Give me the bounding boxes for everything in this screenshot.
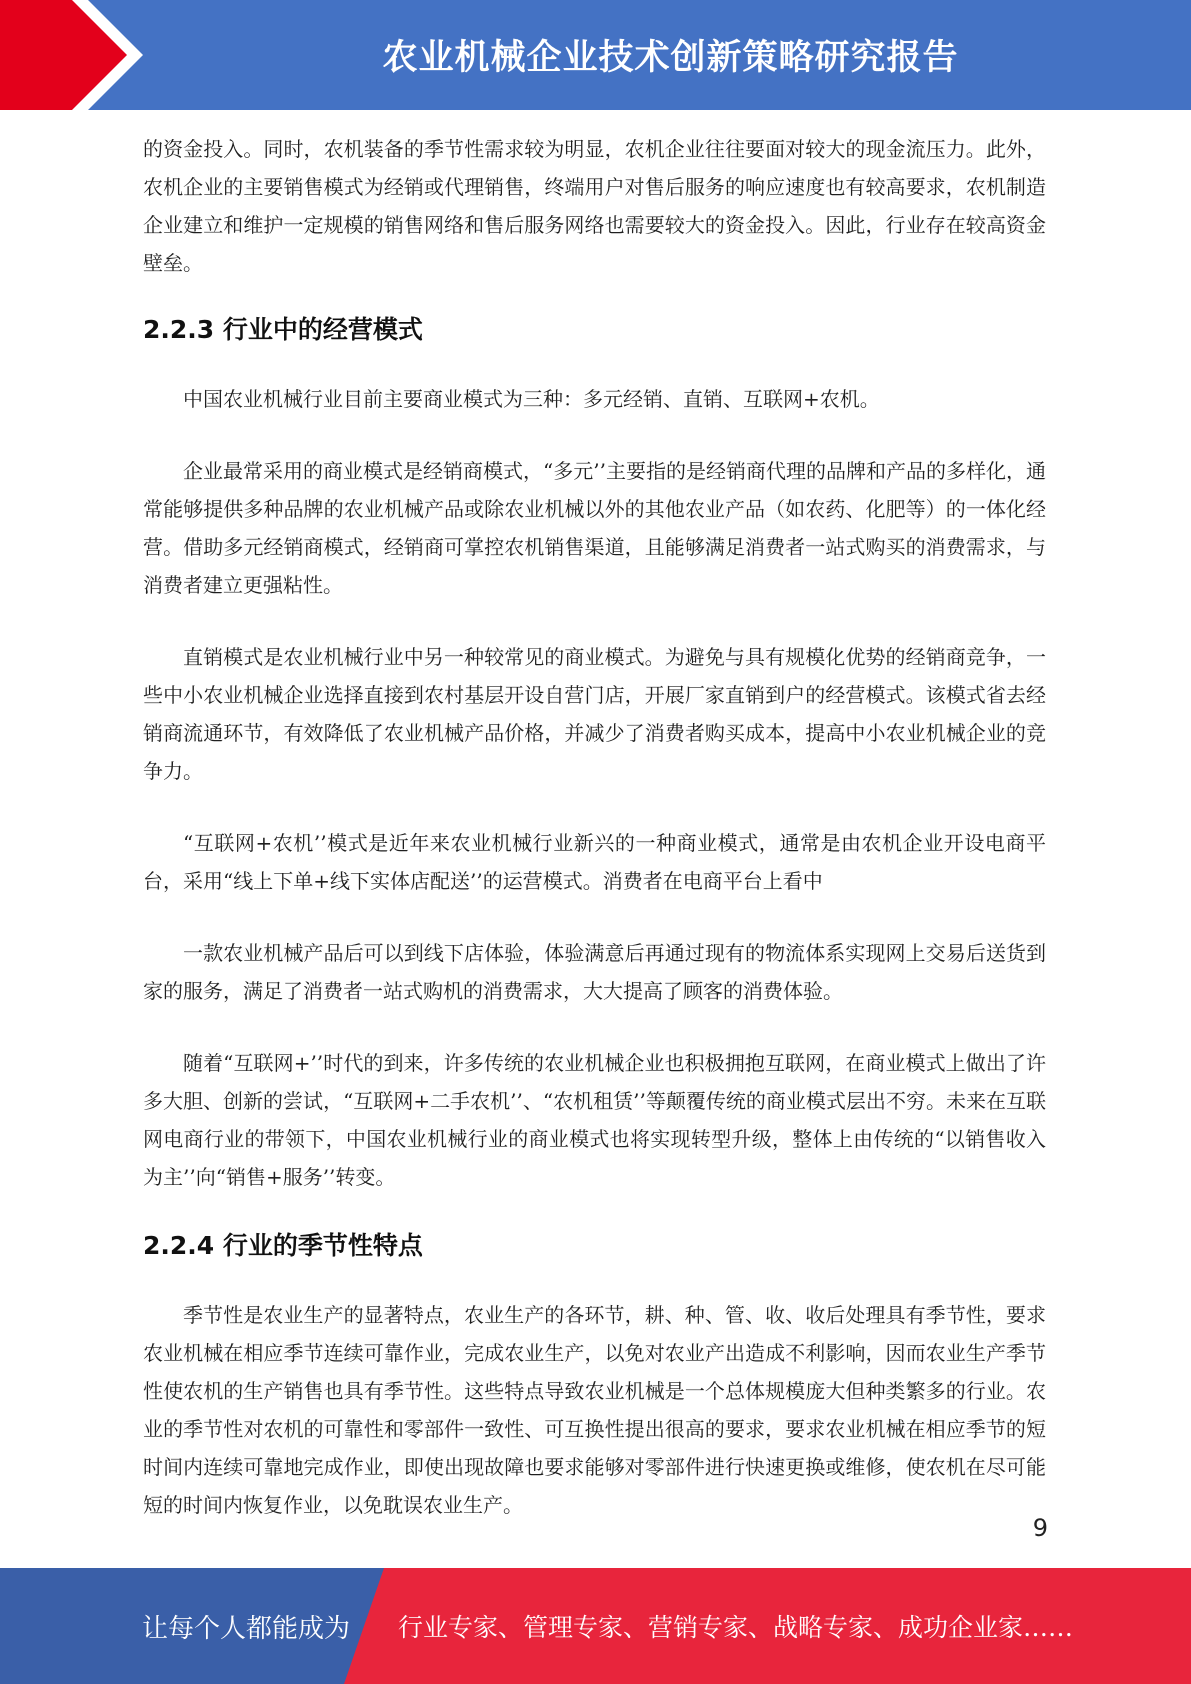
page-number: 9 — [1032, 1514, 1048, 1542]
paragraph-internet-model: “互联网+农机’’模式是近年来农业机械行业新兴的一种商业模式，通常是由农机企业开设电商平台，采用“线上下单+线下实体店配送’’的运营模式。消费者在电商平台上看中 — [143, 831, 1046, 893]
paragraph-direct-sales: 直销模式是农业机械行业中另一种较常见的商业模式。为避免与具有规模化优势的经销商竞争，一些中小农业机械企业选择直接到农村基层开设自营门店，开展厂家直销到户的经营模式。该模式省去经销商流通环节，有效降低了农业机械产品价格，并减少了消费者购买成本，提高中小农业机械企业的竞争力。 — [143, 645, 1046, 783]
paragraph-distributor-model: 企业最常采用的商业模式是经销商模式，“多元’’主要指的是经销商代理的品牌和产品的多样化，通常能够提供多种品牌的农业机械产品或除农业机械以外的其他农业产品（如农药、化肥等）的一体化经营。借助多元经销商模式，经销商可掌控农机销售渠道，且能够满足消费者一站式购买的消费需求，与消费者建立更强粘性。 — [143, 459, 1046, 597]
paragraph-offline-experience: 一款农业机械产品后可以到线下店体验，体验满意后再通过现有的物流体系实现网上交易后送货到家的服务，满足了消费者一站式购机的消费需求，大大提高了顾客的消费体验。 — [143, 941, 1046, 1003]
section-heading-2-2-3: 2.2.3 行业中的经营模式 — [143, 315, 423, 344]
paragraph-business-models: 中国农业机械行业目前主要商业模式为三种：多元经销、直销、互联网+农机。 — [183, 387, 880, 411]
footer-slogan-right: 行业专家、管理专家、营销专家、战略专家、成功企业家…… — [398, 1613, 1074, 1642]
page-footer — [0, 1568, 1191, 1684]
footer-slogan-left: 让每个人都能成为 — [142, 1613, 351, 1644]
paragraph-internet-era: 随着“互联网+’’时代的到来，许多传统的农业机械企业也积极拥抱互联网，在商业模式上做出了许多大胆、创新的尝试，“互联网+二手农机’’、“农机租赁’’等颠覆传统的商业模式层出不穷。未来在互联网电商行业的带领下，中国农业机械行业的商业模式也将实现转型升级，整体上由传统的“以销售收入为主’’向“销售+服务’’转变。 — [143, 1051, 1046, 1189]
paragraph-intro: 的资金投入。同时，农机装备的季节性需求较为明显，农机企业往往要面对较大的现金流压力。此外，农机企业的主要销售模式为经销或代理销售，终端用户对售后服务的响应速度也有较高要求，农机制造企业建立和维护一定规模的销售网络和售后服务网络也需要较大的资金投入。因此，行业存在较高资金壁垒。 — [143, 137, 1046, 275]
section-heading-2-2-4: 2.2.4 行业的季节性特点 — [143, 1231, 423, 1260]
red-chevron-decoration — [0, 0, 160, 110]
main-content — [143, 130, 1046, 1524]
paragraph-seasonality: 季节性是农业生产的显著特点，农业生产的各环节，耕、种、管、收、收后处理具有季节性，要求农业机械在相应季节连续可靠作业，完成农业生产，以免对农业产出造成不利影响，因而农业生产季节性使农机的生产销售也具有季节性。这些特点导致农业机械是一个总体规模庞大但种类繁多的行业。农业的季节性对农机的可靠性和零部件一致性、可互换性提出很高的要求，要求农业机械在相应季节的短时间内连续可靠地完成作业，即使出现故障也要求能够对零部件进行快速更换或维修，使农机在尽可能短的时间内恢复作业，以免耽误农业生产。 — [143, 1303, 1046, 1517]
page-header — [0, 0, 1191, 110]
report-title: 农业机械企业技术创新策略研究报告 — [382, 38, 959, 78]
